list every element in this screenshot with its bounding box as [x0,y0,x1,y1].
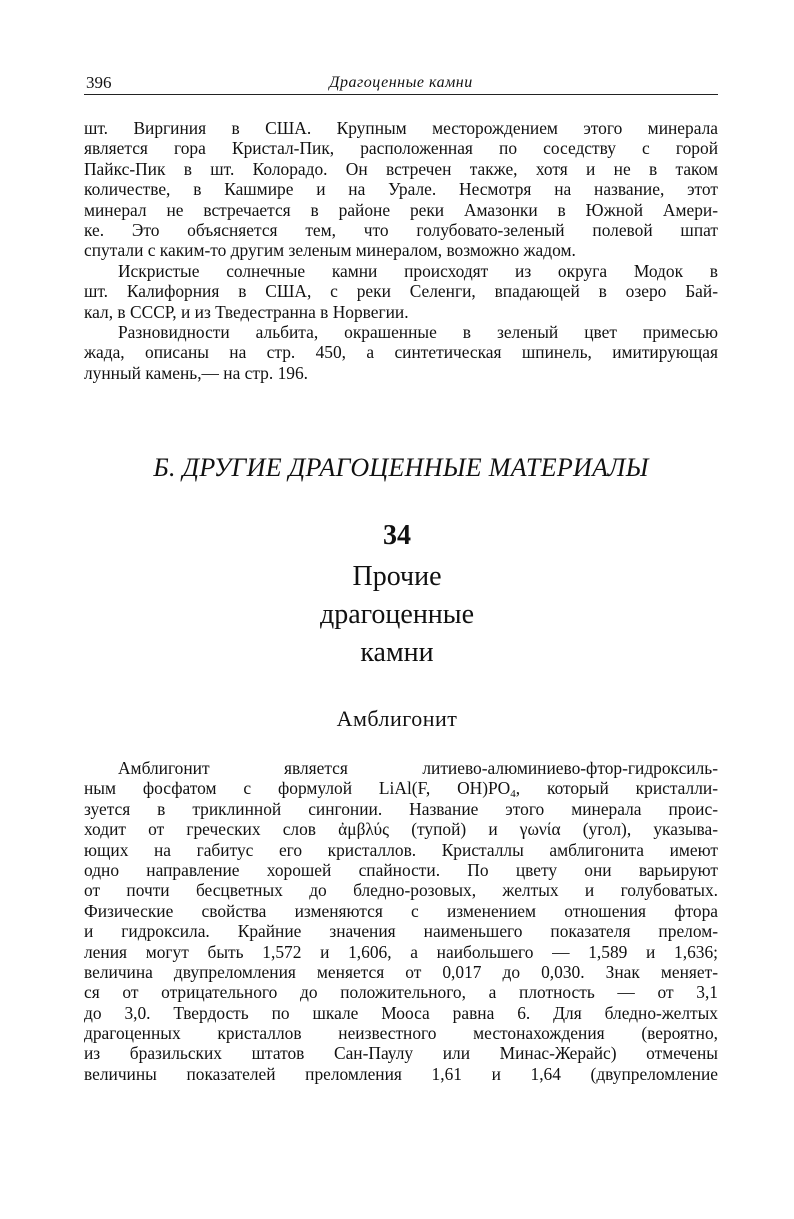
text-line: драгоценных кристаллов неизвестного местонахождения (вероятно, [84,1023,718,1044]
chapter-title-line: Прочие [352,561,442,592]
text-line: кал, в СССР, и из Тведестранна в Норвегии. [84,301,409,322]
text-line: спутали с каким-то другим зеленым минералом, возможно жадом. [84,240,576,261]
text-line: одно направление хорошей спайности. По цвету они варьируют [84,859,718,880]
chapter-title-line: драгоценные [319,599,475,630]
text-line: Физические свойства изменяются с изменением отношения фтора [84,900,718,921]
section-title: Амблигонит [336,706,458,731]
text-line: из бразильских штатов Сан-Паулу или Минас-Жерайс) отмечены [84,1043,718,1064]
formula-subscript: 4 [510,788,516,801]
chapter-title-line: камни [360,637,434,668]
text-line: величина двупреломления меняется от 0,017 до 0,030. Знак меняет- [84,961,718,982]
text-line: до 3,0. Твердость по шкале Мооса равна 6. Для бледно-желтых [84,1002,718,1023]
chapter-title [0,558,794,672]
text-line: Разновидности альбита, окрашенные в зеленый цвет примесью [118,321,718,342]
text-line: шт. Виргиния в США. Крупным месторождением этого минерала [84,118,718,138]
formula-text: ным фосфатом с формулой LiAl(F, OH)PO [84,778,511,799]
part-title: Б. ДРУГИЕ ДРАГОЦЕННЫЕ МАТЕРИАЛЫ [153,453,649,482]
text-line: Искристые солнечные камни происходят из округа Модок в [118,260,718,281]
page-header [84,70,718,95]
text-line: лунный камень,— на стр. 196. [84,362,309,383]
text-line: и гидроксила. Крайние значения наименьшего показателя прелом- [84,921,718,942]
text-line: Пайкс-Пик в шт. Колорадо. Он встречен также, хотя и не в таком [84,158,718,179]
text-line: является гора Кристал-Пик, расположенная по соседству с горой [84,138,718,159]
text-line: зуется в триклинной сингонии. Название этого минерала проис- [84,798,718,819]
body-text [84,758,718,1084]
text-line: жада, описаны на стр. 450, а синтетическая шпинель, имитирующая [84,342,718,363]
intro-text [84,118,718,383]
text-line: величины показателей преломления 1,61 и 1,64 (двупреломление [84,1063,718,1084]
text-line: ходит от греческих слов ἀμβλύς (тупой) и γωνία (угол), указыва- [84,819,718,840]
text-line: ющих на габитус его кристаллов. Кристаллы амблигонита имеют [84,839,718,860]
text-line: ся от отрицательного до положительного, а плотность — от 3,1 [84,982,718,1003]
text-line: Амблигонит является литиево-алюминиево-фтор-гидроксиль- [118,758,718,778]
text-fragment: , который кристалли- [515,778,718,799]
running-title: Драгоценные камни [329,74,473,91]
text-line: от почти бесцветных до бледно-розовых, желтых и голубоватых. [84,880,718,901]
text-line: минерал не встречается в районе реки Амазонки в Южной Амери- [84,199,718,220]
text-line [84,778,718,801]
text-line: ке. Это объясняется тем, что голубовато-зеленый полевой шпат [84,219,718,240]
text-line: шт. Калифорния в США, с реки Селенги, впадающей в озеро Бай- [84,281,718,302]
page-number: 396 [86,73,112,92]
text-line: количестве, в Кашмире и на Урале. Несмотря на название, этот [84,179,718,200]
chapter-number: 34 [383,520,411,551]
text-line: ления могут быть 1,572 и 1,606, а наибольшего — 1,589 и 1,636; [84,941,718,962]
